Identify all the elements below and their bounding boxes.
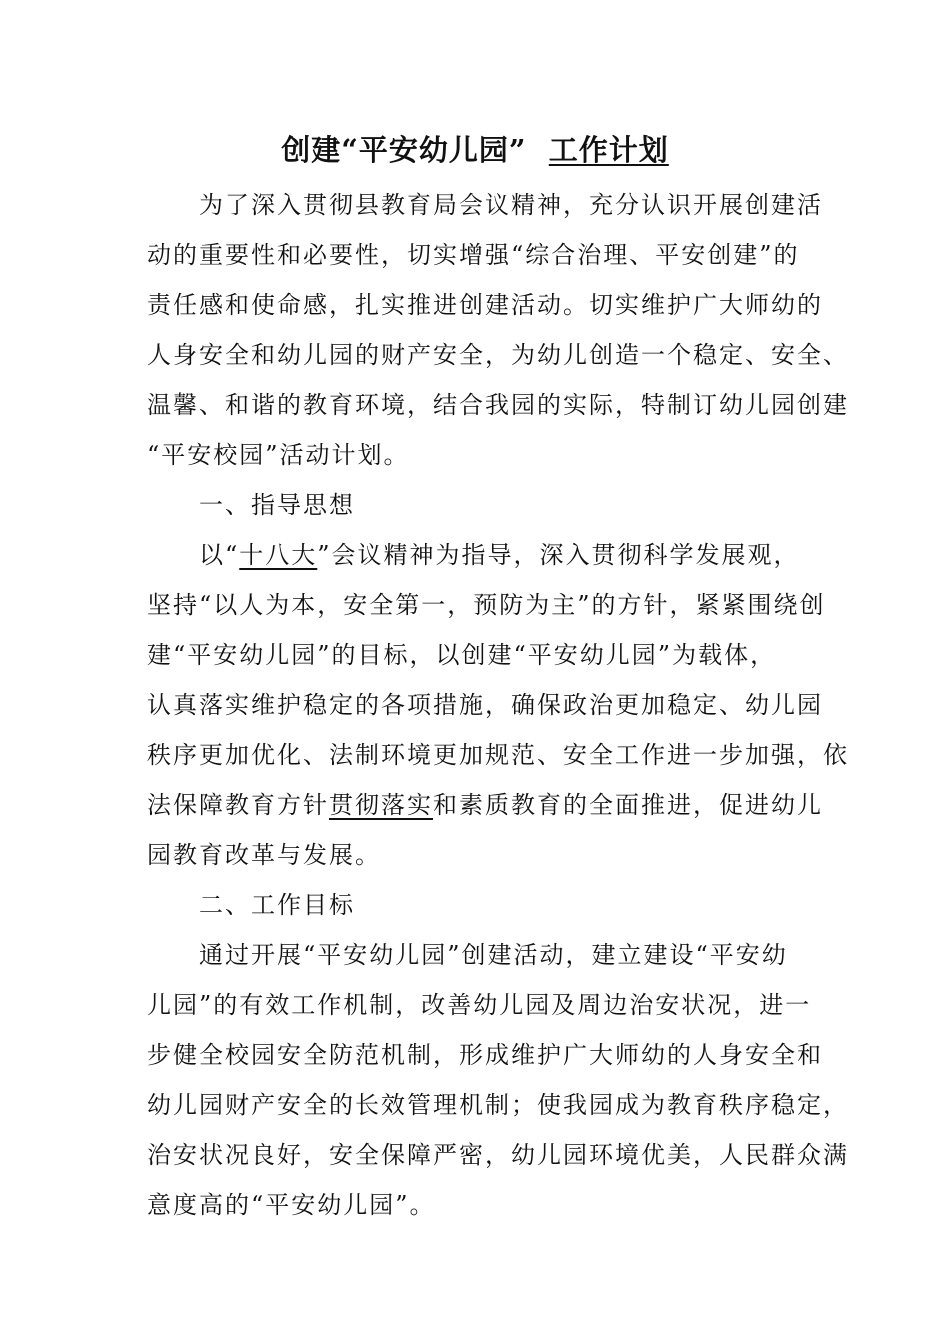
paragraph-line: 认真落实维护稳定的各项措施，确保政治更加稳定、幼儿园: [147, 691, 823, 719]
paragraph-line: 幼儿园财产安全的长效管理机制；使我园成为教育秩序稳定，: [147, 1091, 849, 1119]
paragraph-line: “平安校园”活动计划。: [147, 441, 410, 469]
paragraph-line: [147, 530, 827, 580]
section-heading-work-goals: 二、工作目标: [199, 891, 355, 919]
text-run: ”会议精神为指导，深入贯彻科学发展观，: [317, 541, 800, 569]
paragraph-line: [147, 780, 827, 830]
section-heading-guiding-thought: 一、指导思想: [199, 491, 355, 519]
paragraph-line: 秩序更加优化、法制环境更加规范、安全工作进一步加强，依: [147, 741, 849, 769]
paragraph-line: 通过开展“平安幼儿园”创建活动，建立建设“平安幼: [199, 941, 788, 969]
text-run: 以“: [199, 541, 240, 569]
text-run: 法保障教育方针: [147, 791, 329, 819]
paragraph-line: 责任感和使命感，扎实推进创建活动。切实维护广大师幼的: [147, 291, 823, 319]
paragraph-line: 温馨、和谐的教育环境，结合我园的实际，特制订幼儿园创建: [147, 391, 849, 419]
document-title: [0, 130, 950, 170]
underlined-term: 十八大: [239, 541, 318, 569]
paragraph-line: 建“平安幼儿园”的目标，以创建“平安幼儿园”为载体，: [147, 641, 777, 669]
underlined-term: 贯彻落实: [329, 791, 433, 819]
paragraph-line: 动的重要性和必要性，切实增强“综合治理、平安创建”的: [147, 241, 800, 269]
text-run: 和素质教育的全面推进，促进幼儿: [433, 791, 823, 819]
paragraph-line: 园教育改革与发展。: [147, 841, 381, 869]
paragraph-line: 人身安全和幼儿园的财产安全，为幼儿创造一个稳定、安全、: [147, 341, 849, 369]
title-sub: 工作计划: [548, 133, 669, 167]
paragraph-line: 坚持“以人为本，安全第一，预防为主”的方针，紧紧围绕创: [147, 591, 826, 619]
paragraph-line: 治安状况良好，安全保障严密，幼儿园环境优美，人民群众满: [147, 1141, 849, 1169]
document-body: [147, 180, 849, 1230]
paragraph-line: 意度高的“平安幼儿园”。: [147, 1191, 436, 1219]
title-main: 创建“平安幼儿园”: [281, 133, 527, 167]
paragraph-line: 儿园”的有效工作机制，改善幼儿园及周边治安状况，进一: [147, 991, 812, 1019]
paragraph-line: 为了深入贯彻县教育局会议精神，充分认识开展创建活: [199, 191, 823, 219]
paragraph-line: 步健全校园安全防范机制，形成维护广大师幼的人身安全和: [147, 1041, 823, 1069]
